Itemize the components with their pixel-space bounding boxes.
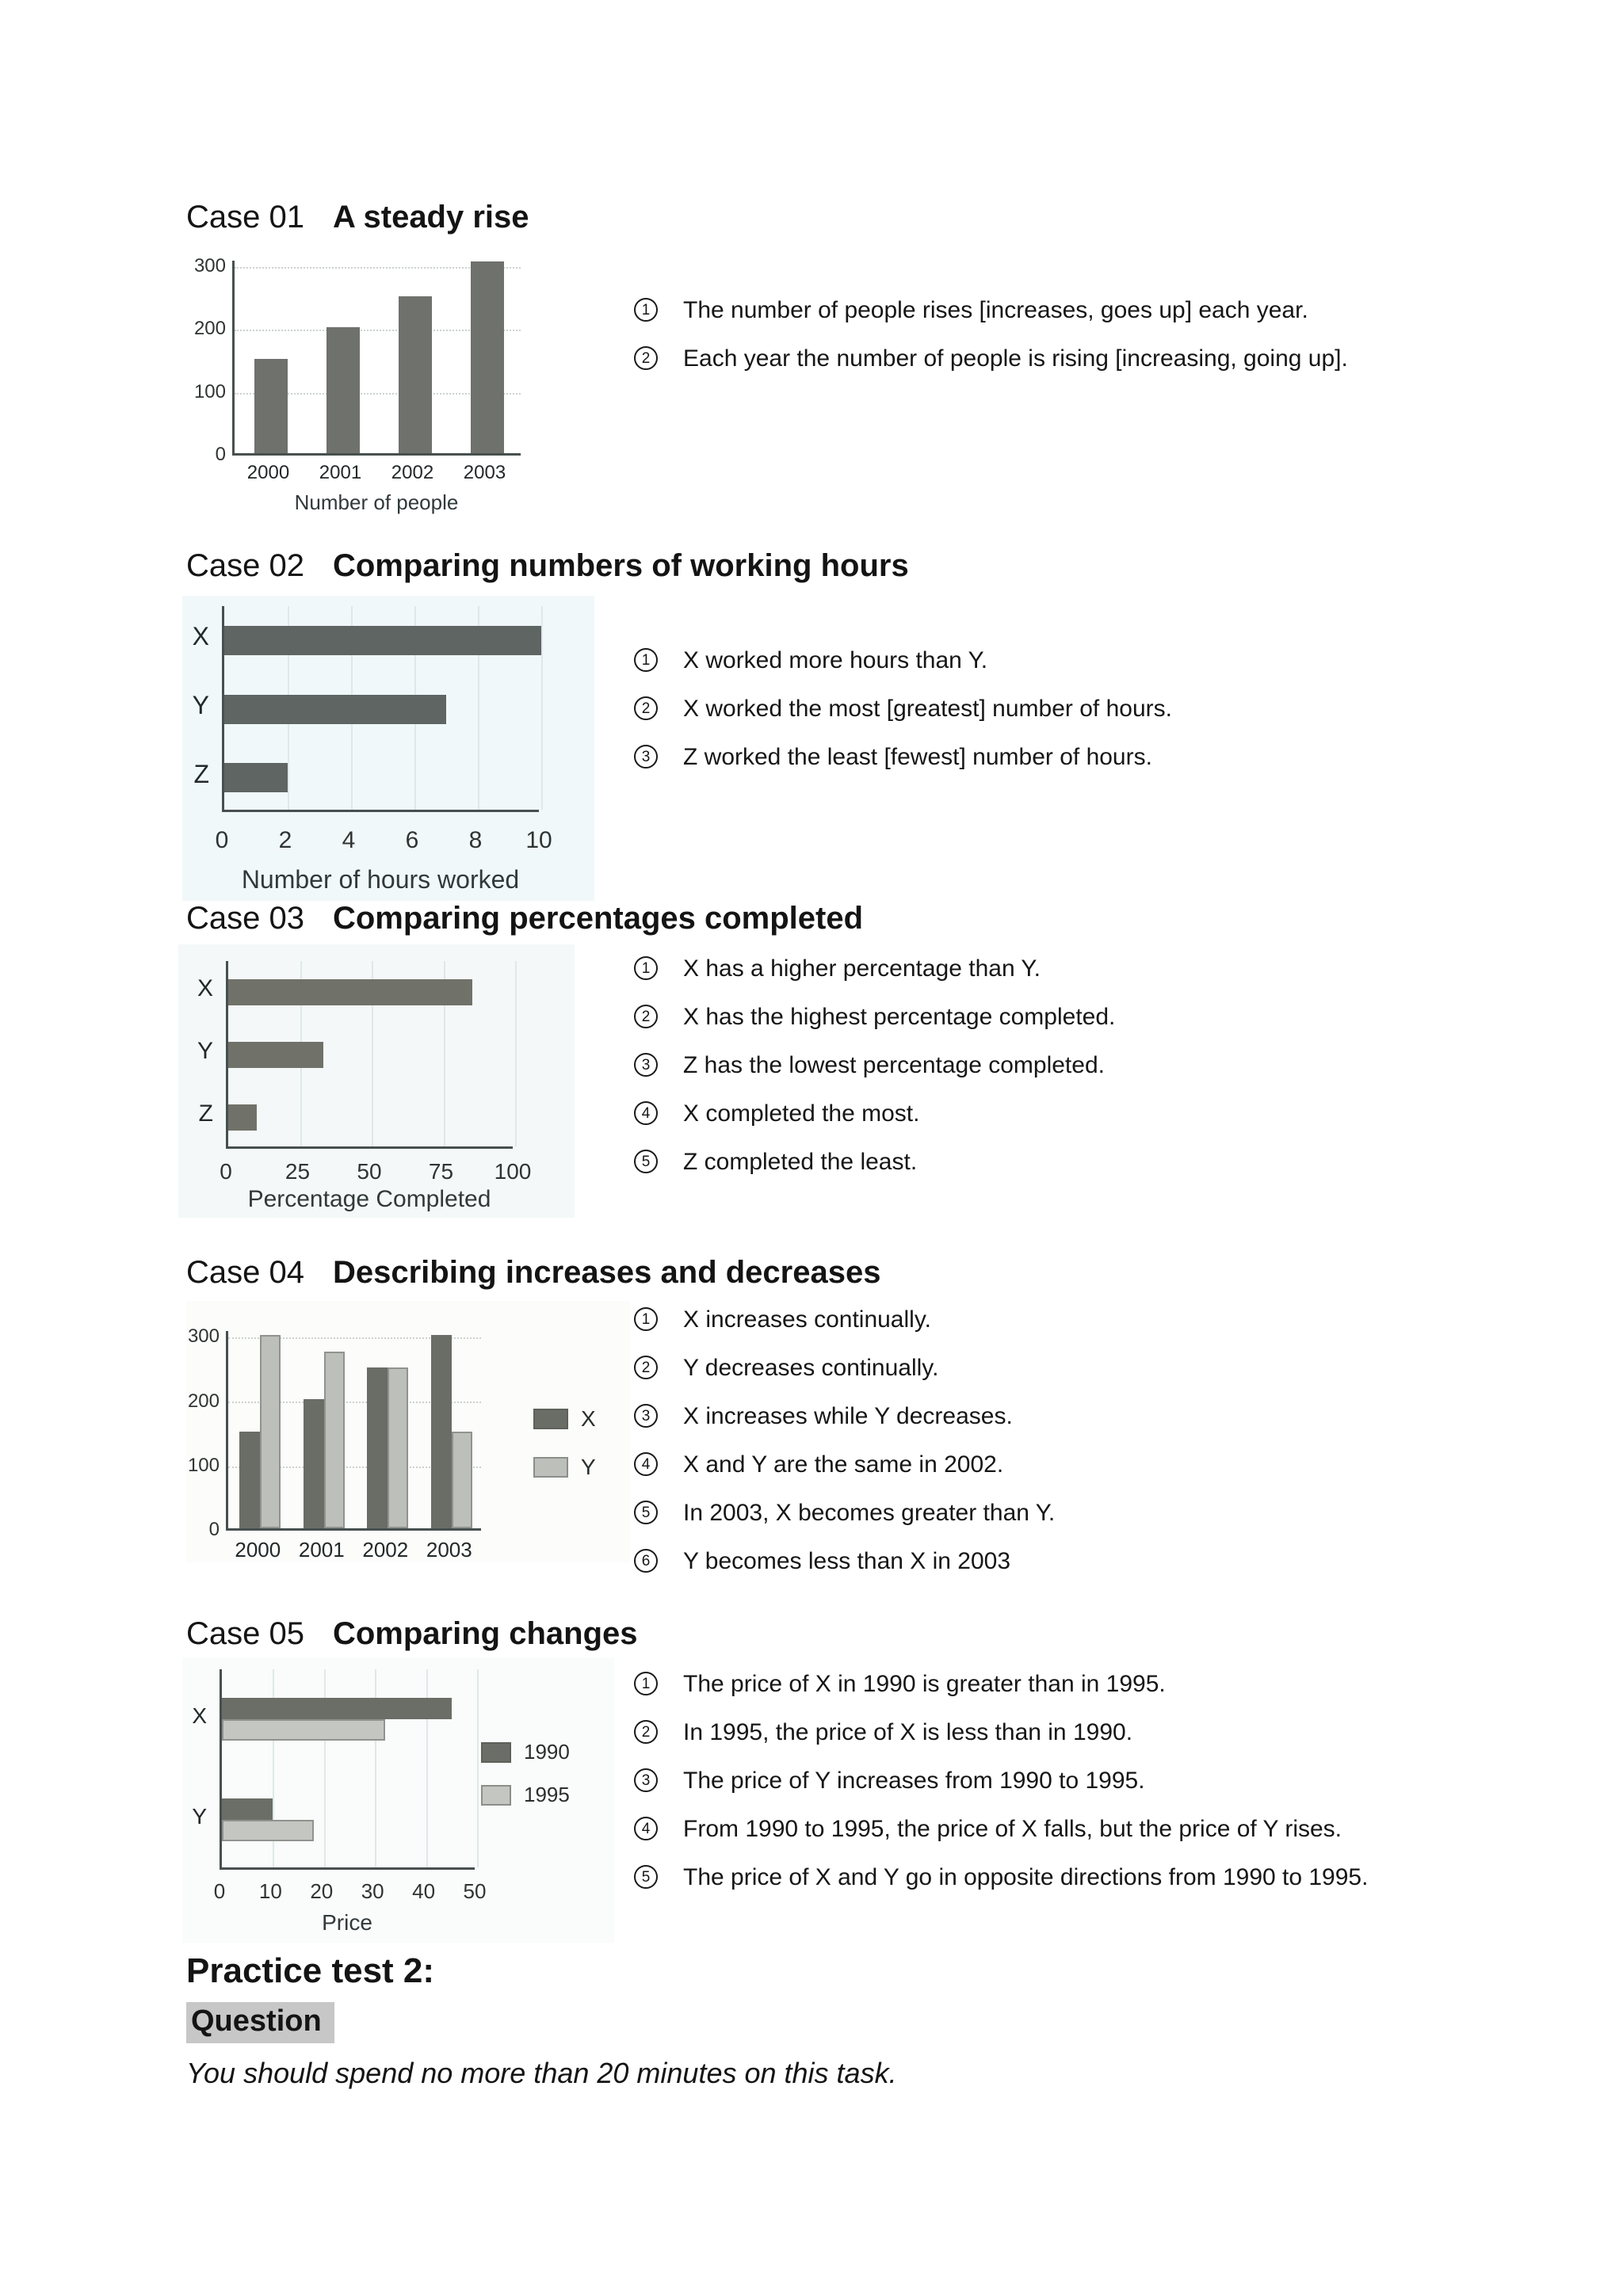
item-text: X worked the most [greatest] number of hours.	[683, 696, 1172, 722]
case-03-label: Case 03	[186, 901, 304, 936]
case-01-item-list	[634, 294, 1617, 391]
item-number-badge: 5	[634, 1150, 658, 1173]
x-axis-tick: 0	[213, 1879, 226, 1903]
bar	[367, 1367, 388, 1528]
plot-area	[222, 606, 539, 812]
case-02-title: Comparing numbers of working hours	[332, 548, 909, 583]
item-text: X completed the most.	[683, 1100, 920, 1127]
case-04-label: Case 04	[186, 1255, 304, 1290]
x-axis-tick: 2	[278, 827, 292, 853]
case-03-title: Comparing percentages completed	[332, 901, 864, 936]
item-number-badge: 5	[634, 1865, 658, 1889]
bar	[327, 327, 360, 453]
axis-caption: Percentage Completed	[247, 1186, 491, 1212]
bar	[222, 1719, 385, 1741]
item-number-badge: 3	[634, 745, 658, 769]
x-axis-label: 2002	[391, 462, 434, 483]
gridline	[477, 1669, 479, 1867]
legend-label: Y	[581, 1455, 596, 1480]
legend	[533, 1406, 596, 1503]
item-number-badge: 2	[634, 696, 658, 720]
x-axis-tick: 30	[361, 1879, 384, 1903]
x-axis-tick: 20	[310, 1879, 334, 1903]
numbered-item	[634, 1545, 1617, 1577]
numbered-item	[634, 741, 1617, 773]
numbered-item	[634, 1049, 1617, 1081]
x-axis-label: 2000	[246, 462, 290, 483]
item-text: The price of X and Y go in opposite directions from 1990 to 1995.	[683, 1864, 1369, 1890]
case-01-heading	[186, 198, 529, 236]
bar	[431, 1335, 452, 1528]
x-axis-label: 2003	[426, 1538, 472, 1562]
legend-entry	[481, 1783, 570, 1807]
case-04-heading	[186, 1253, 880, 1291]
legend-label: X	[581, 1406, 596, 1431]
legend-swatch	[533, 1409, 568, 1429]
y-axis-tick: 300	[187, 1325, 220, 1348]
y-axis-label: X	[197, 974, 213, 1001]
bar	[222, 1698, 452, 1719]
item-text: In 2003, X becomes greater than Y.	[683, 1500, 1056, 1526]
numbered-item	[634, 1497, 1617, 1529]
plot-area	[232, 261, 521, 456]
item-number-badge: 5	[634, 1501, 658, 1524]
x-axis-tick: 10	[258, 1879, 282, 1903]
case-01-title: A steady rise	[332, 200, 529, 235]
x-axis-label: 2002	[362, 1538, 409, 1562]
item-number-badge: 1	[634, 298, 658, 322]
x-axis-tick: 50	[357, 1159, 382, 1184]
item-number-badge: 1	[634, 1672, 658, 1695]
numbered-item	[634, 1813, 1617, 1845]
y-axis-label: X	[192, 1703, 207, 1729]
y-axis-label: Y	[197, 1037, 213, 1064]
item-number-badge: 2	[634, 1005, 658, 1028]
x-axis-tick: 4	[342, 827, 356, 853]
numbered-item	[634, 1861, 1617, 1894]
x-axis-tick: 8	[468, 827, 483, 853]
y-axis-label: Z	[193, 759, 209, 788]
case-03-heading	[186, 899, 863, 937]
x-axis-tick: 100	[494, 1159, 532, 1184]
x-axis-tick: 10	[525, 827, 552, 853]
case-03-chart	[178, 944, 575, 1218]
axis-caption: Price	[322, 1910, 372, 1935]
legend-label: 1995	[524, 1782, 570, 1806]
legend-swatch	[533, 1457, 568, 1478]
item-number-badge: 2	[634, 1720, 658, 1744]
bar	[224, 763, 288, 792]
case-03-item-list	[634, 952, 1617, 1194]
item-number-badge: 3	[634, 1053, 658, 1077]
legend-swatch	[481, 1785, 511, 1806]
item-text: Z has the lowest percentage completed.	[683, 1052, 1105, 1078]
bar	[228, 979, 472, 1005]
case-05-label: Case 05	[186, 1616, 304, 1651]
numbered-item	[634, 1400, 1617, 1432]
legend-label: 1990	[524, 1740, 570, 1764]
numbered-item	[634, 1001, 1617, 1033]
case-05-item-list	[634, 1668, 1617, 1909]
x-axis-tick: 40	[412, 1879, 436, 1903]
item-text: X worked more hours than Y.	[683, 647, 988, 673]
numbered-item	[634, 952, 1617, 985]
gridline	[515, 961, 517, 1146]
y-axis-tick: 200	[187, 1390, 220, 1412]
case-01-label: Case 01	[186, 200, 304, 235]
case-02-label: Case 02	[186, 548, 304, 583]
question-label: Question	[186, 2002, 334, 2043]
x-axis-tick: 25	[285, 1159, 311, 1184]
bar	[222, 1798, 273, 1820]
x-axis-tick: 0	[215, 827, 229, 853]
item-number-badge: 4	[634, 1101, 658, 1125]
bar	[224, 695, 446, 724]
legend-swatch	[481, 1742, 511, 1763]
item-number-badge: 4	[634, 1452, 658, 1476]
item-text: In 1995, the price of X is less than in 1990.	[683, 1719, 1133, 1745]
numbered-item	[634, 1668, 1617, 1700]
item-text: Z worked the least [fewest] number of hours.	[683, 744, 1152, 770]
item-text: X and Y are the same in 2002.	[683, 1451, 1004, 1478]
item-text: Z completed the least.	[683, 1149, 918, 1175]
x-axis-tick: 0	[220, 1159, 232, 1184]
case-05-title: Comparing changes	[332, 1616, 638, 1651]
case-04-title: Describing increases and decreases	[332, 1255, 881, 1290]
item-text: X has a higher percentage than Y.	[683, 955, 1041, 982]
y-axis-tick: 0	[208, 1519, 220, 1541]
y-axis-label: Z	[198, 1100, 213, 1127]
numbered-item	[634, 692, 1617, 725]
plot-area	[220, 1669, 475, 1870]
item-number-badge: 1	[634, 648, 658, 672]
item-text: The price of X in 1990 is greater than in 1995.	[683, 1671, 1166, 1697]
axis-caption: Number of people	[294, 490, 459, 514]
numbered-item	[634, 1097, 1617, 1130]
bar	[260, 1335, 281, 1528]
numbered-item	[634, 1303, 1617, 1336]
task-instruction: You should spend no more than 20 minutes on this task.	[186, 2057, 897, 2089]
axis-caption: Number of hours worked	[241, 865, 520, 894]
legend-entry	[533, 1406, 596, 1432]
bar	[324, 1352, 345, 1529]
item-text: From 1990 to 1995, the price of X falls, but the price of Y rises.	[683, 1816, 1342, 1842]
bar	[388, 1367, 408, 1528]
item-number-badge: 1	[634, 1307, 658, 1331]
case-01-chart	[190, 252, 563, 529]
item-text: X has the highest percentage completed.	[683, 1004, 1116, 1030]
legend-entry	[481, 1741, 570, 1764]
x-axis-label: 2001	[298, 1538, 345, 1562]
bar	[471, 261, 504, 453]
numbered-item	[634, 1146, 1617, 1178]
x-axis-tick: 75	[428, 1159, 454, 1184]
plot-area	[226, 1331, 481, 1531]
bar	[399, 296, 432, 453]
bar	[239, 1432, 260, 1528]
legend-entry	[533, 1455, 596, 1480]
item-text: Y becomes less than X in 2003	[683, 1548, 1011, 1574]
x-axis-label: 2003	[463, 462, 506, 483]
bar	[452, 1432, 472, 1528]
item-text: The price of Y increases from 1990 to 1995.	[683, 1768, 1145, 1794]
case-02-heading	[186, 547, 909, 585]
y-axis-tick: 100	[187, 1454, 220, 1476]
item-text: X increases continually.	[683, 1306, 931, 1333]
item-number-badge: 2	[634, 1356, 658, 1379]
item-number-badge: 3	[634, 1768, 658, 1792]
y-axis-tick: 300	[193, 255, 226, 277]
bar	[224, 626, 541, 655]
item-text: Y decreases continually.	[683, 1355, 939, 1381]
numbered-item	[634, 1352, 1617, 1384]
y-axis-tick: 200	[193, 318, 226, 340]
item-text: The number of people rises [increases, goes up] each year.	[683, 297, 1308, 323]
item-number-badge: 1	[634, 956, 658, 980]
numbered-item	[634, 1448, 1617, 1481]
practice-test-heading: Practice test 2:	[186, 1951, 435, 1990]
numbered-item	[634, 644, 1617, 677]
y-axis-label: Y	[192, 1803, 207, 1829]
bar	[222, 1820, 314, 1841]
bar	[228, 1104, 257, 1131]
item-number-badge: 4	[634, 1817, 658, 1840]
plot-area	[226, 961, 513, 1149]
case-02-item-list	[634, 644, 1617, 789]
numbered-item	[634, 1764, 1617, 1797]
bar	[228, 1042, 323, 1068]
case-02-chart	[182, 596, 594, 901]
x-axis-tick: 6	[405, 827, 419, 853]
item-number-badge: 6	[634, 1549, 658, 1573]
y-axis-tick: 0	[215, 444, 226, 466]
x-axis-label: 2001	[319, 462, 362, 483]
item-text: X increases while Y decreases.	[683, 1403, 1013, 1429]
legend	[481, 1741, 570, 1826]
numbered-item	[634, 1716, 1617, 1749]
numbered-item	[634, 342, 1617, 375]
item-number-badge: 2	[634, 346, 658, 370]
y-axis-label: Y	[192, 691, 209, 719]
x-axis-tick: 50	[463, 1879, 487, 1903]
item-number-badge: 3	[634, 1404, 658, 1428]
case-04-chart	[186, 1301, 630, 1562]
item-text: Each year the number of people is rising [increasing, going up].	[683, 345, 1348, 372]
x-axis-label: 2000	[235, 1538, 281, 1562]
case-05-chart	[182, 1657, 614, 1943]
case-05-heading	[186, 1615, 638, 1653]
bar	[304, 1399, 324, 1528]
question-heading	[186, 2003, 334, 2039]
y-axis-tick: 100	[193, 380, 226, 402]
y-axis-label: X	[192, 622, 209, 651]
case-04-item-list	[634, 1303, 1617, 1593]
gridline	[541, 606, 543, 810]
numbered-item	[634, 294, 1617, 326]
bar	[254, 359, 288, 453]
